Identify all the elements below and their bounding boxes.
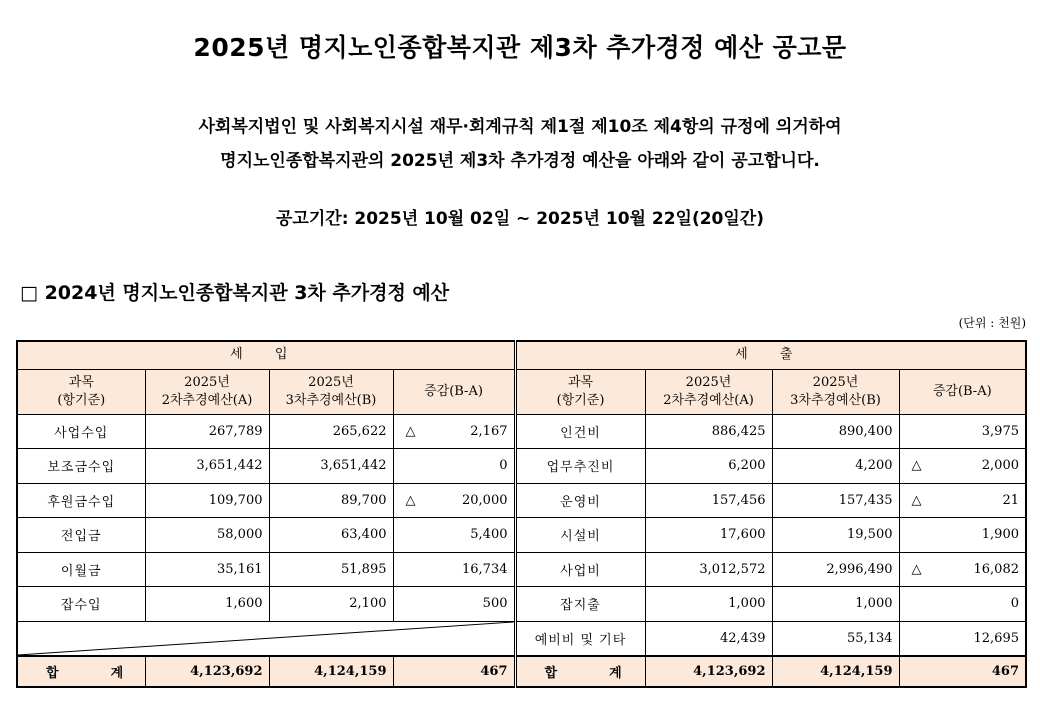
expense-amount-b: 890,400 <box>772 414 899 449</box>
expense-diff-cell: 0 <box>899 587 1026 622</box>
revenue-item-name: 사업수입 <box>17 414 145 449</box>
expense-item-name: 사업비 <box>515 552 645 587</box>
revenue-diff-cell: △ 20,000 <box>393 483 515 518</box>
revenue-total-a: 4,123,692 <box>145 656 269 687</box>
revenue-column-header: 과목 (항기준) <box>17 369 145 414</box>
table-row <box>17 587 1026 622</box>
page-title: 2025년 명지노인종합복지관 제3차 추가경정 예산 공고문 <box>193 33 847 62</box>
revenue-amount-a: 109,700 <box>145 483 269 518</box>
budget-table <box>16 340 1027 688</box>
expense-item-name: 예비비 및 기타 <box>515 621 645 656</box>
expense-item-name: 업무추진비 <box>515 449 645 484</box>
expense-total-diff: 467 <box>899 656 1026 687</box>
intro-line-1: 사회복지법인 및 사회복지시설 재무·회계규칙 제1절 제10조 제4항의 규정에 의거하여 <box>198 117 842 137</box>
expense-item-name: 운영비 <box>515 483 645 518</box>
expense-diff-cell: △ 21 <box>899 483 1026 518</box>
expense-amount-a: 886,425 <box>645 414 772 449</box>
revenue-item-name: 잡수입 <box>17 587 145 622</box>
expense-total-a: 4,123,692 <box>645 656 772 687</box>
expense-amount-a: 3,012,572 <box>645 552 772 587</box>
revenue-amount-a: 267,789 <box>145 414 269 449</box>
table-row <box>17 449 1026 484</box>
expense-amount-b: 19,500 <box>772 518 899 553</box>
revenue-amount-b: 2,100 <box>269 587 393 622</box>
revenue-diff-cell: △ 2,167 <box>393 414 515 449</box>
total-row <box>17 656 1026 687</box>
revenue-total-diff: 467 <box>393 656 515 687</box>
table-row <box>17 518 1026 553</box>
unit-label: (단위 : 천원) <box>958 316 1026 330</box>
expense-diff-cell: 12,695 <box>899 621 1026 656</box>
decrease-triangle-icon: △ <box>911 458 922 474</box>
revenue-item-name: 전입금 <box>17 518 145 553</box>
table-row <box>17 414 1026 449</box>
expense-column-header: 2025년 2차추경예산(A) <box>645 369 772 414</box>
table-row <box>17 483 1026 518</box>
expense-item-name: 인건비 <box>515 414 645 449</box>
expense-diff-cell: 1,900 <box>899 518 1026 553</box>
revenue-diff-cell: 16,734 <box>393 552 515 587</box>
expense-amount-a: 42,439 <box>645 621 772 656</box>
expense-total-label: 합 계 <box>515 656 645 687</box>
expense-amount-a: 157,456 <box>645 483 772 518</box>
expense-diff-cell: △ 16,082 <box>899 552 1026 587</box>
revenue-column-header: 증감(B-A) <box>393 369 515 414</box>
revenue-header: 세 입 <box>17 341 515 369</box>
expense-column-header: 과목 (항기준) <box>515 369 645 414</box>
revenue-amount-b: 265,622 <box>269 414 393 449</box>
expense-diff-cell: 3,975 <box>899 414 1026 449</box>
revenue-total-label: 합 계 <box>17 656 145 687</box>
table-row <box>17 552 1026 587</box>
revenue-amount-b: 63,400 <box>269 518 393 553</box>
revenue-amount-b: 89,700 <box>269 483 393 518</box>
intro-line-2: 명지노인종합복지관의 2025년 제3차 추가경정 예산을 아래와 같이 공고합니다. <box>220 151 820 171</box>
expense-item-name: 잡지출 <box>515 587 645 622</box>
expense-amount-a: 17,600 <box>645 518 772 553</box>
revenue-amount-a: 1,600 <box>145 587 269 622</box>
revenue-diff-cell: 500 <box>393 587 515 622</box>
revenue-item-name: 후원금수입 <box>17 483 145 518</box>
revenue-item-name: 보조금수입 <box>17 449 145 484</box>
expense-diff-cell: △ 2,000 <box>899 449 1026 484</box>
revenue-amount-b: 51,895 <box>269 552 393 587</box>
table-row <box>17 621 1026 656</box>
empty-diagonal-cell <box>17 621 515 656</box>
expense-item-name: 시설비 <box>515 518 645 553</box>
revenue-item-name: 이월금 <box>17 552 145 587</box>
announcement-period: 공고기간: 2025년 10월 02일 ~ 2025년 10월 22일(20일간) <box>276 209 764 229</box>
revenue-diff-cell: 0 <box>393 449 515 484</box>
expense-column-header: 2025년 3차추경예산(B) <box>772 369 899 414</box>
revenue-amount-a: 58,000 <box>145 518 269 553</box>
expense-header: 세 출 <box>515 341 1026 369</box>
expense-amount-b: 4,200 <box>772 449 899 484</box>
expense-total-b: 4,124,159 <box>772 656 899 687</box>
expense-amount-b: 55,134 <box>772 621 899 656</box>
section-heading: □ 2024년 명지노인종합복지관 3차 추가경정 예산 <box>20 282 450 304</box>
revenue-amount-b: 3,651,442 <box>269 449 393 484</box>
expense-amount-b: 157,435 <box>772 483 899 518</box>
decrease-triangle-icon: △ <box>405 423 416 439</box>
revenue-column-header: 2025년 3차추경예산(B) <box>269 369 393 414</box>
expense-amount-b: 2,996,490 <box>772 552 899 587</box>
expense-column-header: 증감(B-A) <box>899 369 1026 414</box>
revenue-amount-a: 35,161 <box>145 552 269 587</box>
expense-amount-b: 1,000 <box>772 587 899 622</box>
expense-amount-a: 1,000 <box>645 587 772 622</box>
decrease-triangle-icon: △ <box>405 492 416 508</box>
decrease-triangle-icon: △ <box>911 561 922 577</box>
revenue-diff-cell: 5,400 <box>393 518 515 553</box>
revenue-column-header: 2025년 2차추경예산(A) <box>145 369 269 414</box>
revenue-total-b: 4,124,159 <box>269 656 393 687</box>
revenue-amount-a: 3,651,442 <box>145 449 269 484</box>
expense-amount-a: 6,200 <box>645 449 772 484</box>
decrease-triangle-icon: △ <box>911 492 922 508</box>
